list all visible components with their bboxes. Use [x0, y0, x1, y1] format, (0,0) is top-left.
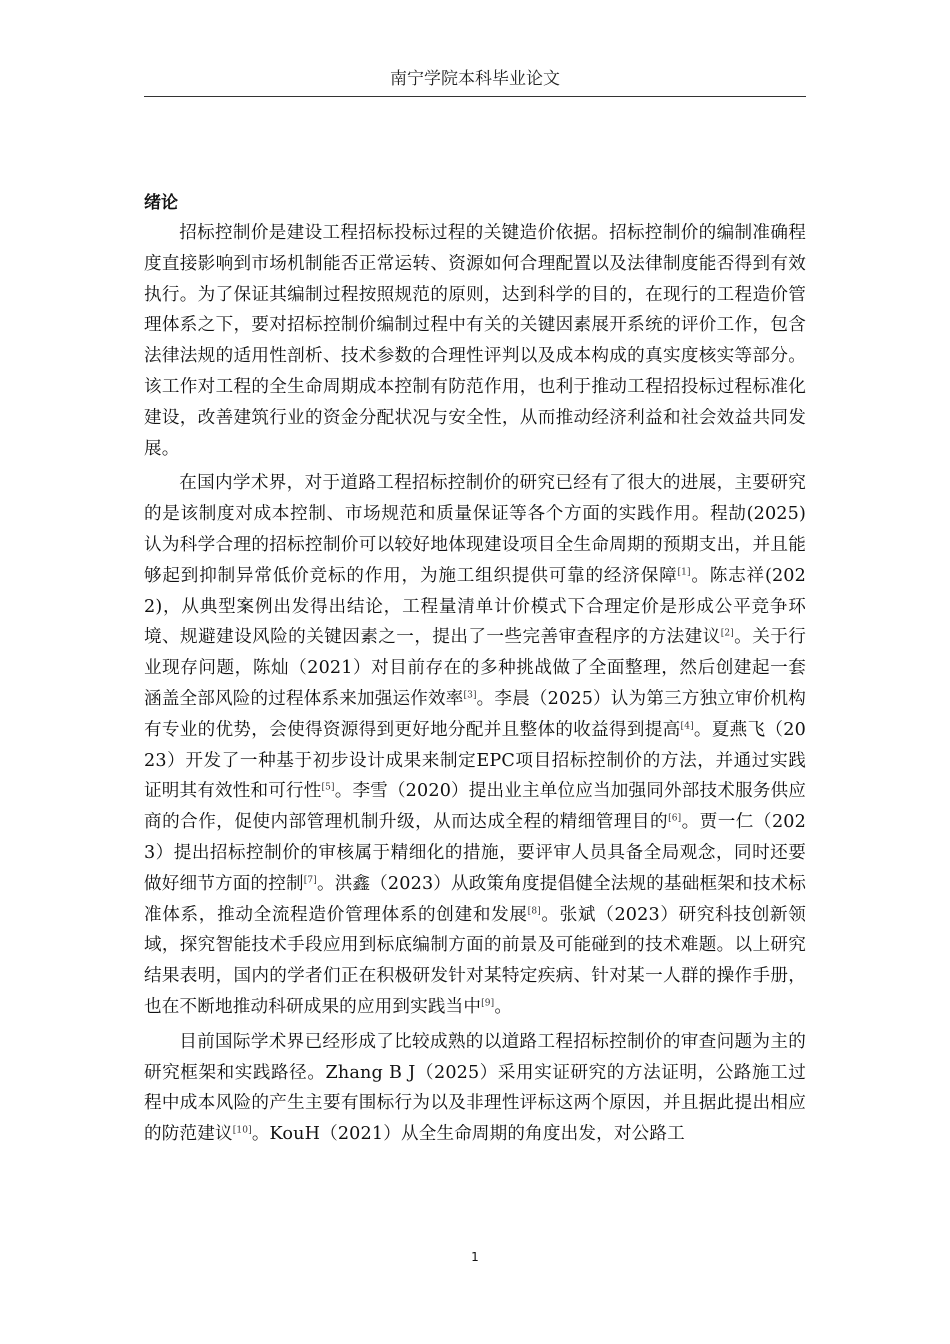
text-segment: 招标控制价是建设工程招标投标过程的关键造价依据。招标控制价的编制准确程度直接影响到市场机制能否正常运转、资源如何合理配置以及法律制度能否得到有效执行。为了保证其编制过程按照规范的原则，达到科学的目的，在现行的工程造价管理体系之下，要对招标控制价编制过程中有关的关键因素展开系统的评价工作，包含法律法规的适用性剖析、技术参数的合理性评判以及成本构成的真实度核实等部分。该工作对工程的全生命周期成本控制有防范作用，也利于推动工程招投标过程标准化建设，改善建筑行业的资金分配状况与安全性，从而推动经济利益和社会效益共同发展。: [144, 223, 806, 459]
citation-ref: [8]: [527, 906, 541, 917]
text-segment: 。洪鑫（2023）从政策角度提倡健全法规的基础框架和技术标准体系，推动全流程造价管理体系的创建和发展: [144, 873, 806, 925]
running-header: 南宁学院本科毕业论文: [390, 69, 560, 89]
section-title: 绪论: [144, 193, 178, 213]
citation-ref: [1]: [677, 567, 691, 578]
text-segment: 。夏燕飞（2023）开发了一种基于初步设计成果来制定EPC项目招标控制价的方法，并通过实践证明其有效性和可行性: [144, 719, 806, 802]
citation-ref: [5]: [321, 783, 335, 794]
text-segment: 。张斌（2023）研究科技创新领域，探究智能技术手段应用到标底编制方面的前景及可能碰到的技术难题。以上研究结果表明，国内的学者们正在积极研发针对某特定疾病、针对某一人群的操作手册，也在不断地推动科研成果的应用到实践当中: [144, 904, 806, 1017]
citation-ref: [7]: [303, 875, 317, 886]
text-segment: 目前国际学术界已经形成了比较成熟的以道路工程招标控制价的审查问题为主的研究框架和实践路径。Zhang B J（2025）采用实证研究的方法证明，公路施工过程中成本风险的产生主要有围标行为以及非理性评标这两个原因，并且据此提出相应的防范建议: [144, 1031, 806, 1145]
citation-ref: [9]: [481, 998, 495, 1009]
text-segment: 。: [494, 996, 513, 1017]
citation-ref: [2]: [720, 629, 734, 640]
text-segment: 。李晨（2025）认为第三方独立审价机构有专业的优势，会使得资源得到更好地分配并且整体的收益得到提高: [144, 688, 807, 740]
header-rule: [144, 96, 806, 97]
citation-ref: [3]: [463, 690, 477, 701]
page-number: 1: [471, 1250, 479, 1264]
text-segment: 。陈志祥(2022)，从典型案例出发得出结论，工程量清单计价模式下合理定价是形成公平竞争环境、规避建设风险的关键因素之一，提出了一些完善审查程序的方法建议: [144, 565, 806, 648]
body-text: [144, 218, 806, 1150]
text-segment: 。关于行业现存问题，陈灿（2021）对目前存在的多种挑战做了全面整理，然后创建起一套涵盖全部风险的过程体系来加强运作效率: [144, 627, 806, 709]
paragraph: [144, 218, 806, 464]
text-segment: 。贾一仁（2023）提出招标控制价的审核属于精细化的措施，要评审人员具备全局观念，同时还要做好细节方面的控制: [144, 812, 806, 894]
text-segment: 。李雪（2020）提出业主单位应当加强同外部技术服务供应商的合作，促使内部管理机制升级，从而达成全程的精细管理目的: [144, 781, 806, 833]
paragraph: [144, 468, 806, 1022]
citation-ref: [4]: [680, 721, 694, 732]
text-segment: 。KouH（2021）从全生命周期的角度出发，对公路工: [251, 1124, 685, 1145]
text-segment: 在国内学术界，对于道路工程招标控制价的研究已经有了很大的进展，主要研究的是该制度对成本控制、市场规范和质量保证等各个方面的实践作用。程劼(2025)认为科学合理的招标控制价可以较好地体现建设项目全生命周期的预期支出，并且能够起到抑制异常低价竞标的作用，为施工组织提供可靠的经济保障: [144, 473, 806, 586]
paragraph: [144, 1027, 806, 1150]
citation-ref: [10]: [232, 1125, 252, 1136]
citation-ref: [6]: [668, 813, 682, 824]
